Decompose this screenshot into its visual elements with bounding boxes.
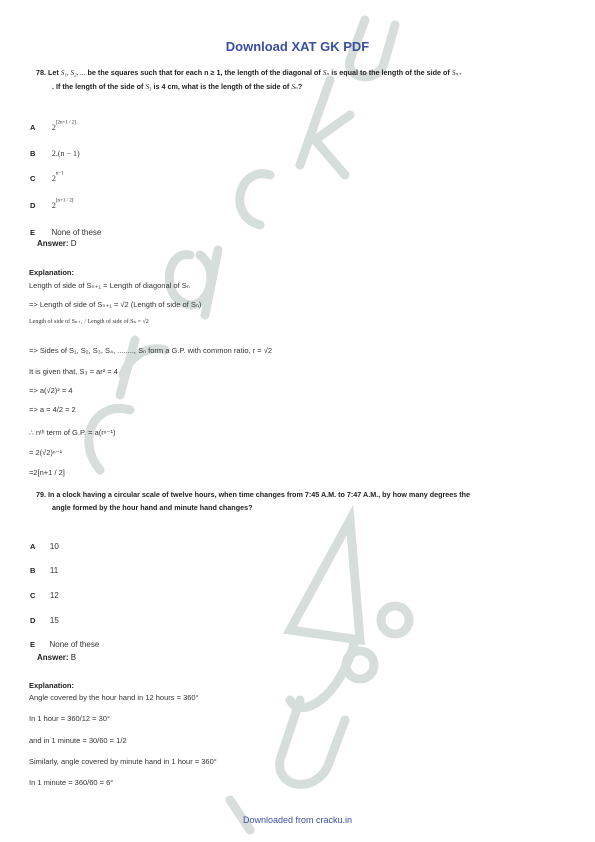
answer-79: Answer: B	[37, 653, 77, 662]
option-c[interactable]: C $2^{n-1}$	[30, 171, 64, 183]
option-b[interactable]: B 11	[30, 566, 59, 575]
question-78-line-2: . If the length of the side of S₃ is 4 cm, what is the length of the side of Sₙ?	[52, 82, 303, 91]
exp78-line-8: ∴ nᵗʰ term of G.P. = a(rⁿ⁻¹)	[29, 428, 116, 437]
question-78-line-1: 78. Let S₁, S₂, ... be the squares such that for each n ≥ 1, the length of the diagonal of Sₙ is equal to the length of the side of Sₙ₊	[36, 68, 463, 77]
exp78-line-7: => a = 4/2 = 2	[29, 405, 76, 414]
explanation-heading-78: Explanation:	[29, 268, 75, 277]
exp79-line-3: and in 1 minute = 30/60 = 1/2	[29, 736, 127, 745]
explanation-heading-79: Explanation:	[29, 681, 75, 690]
question-number: 79.	[36, 490, 46, 499]
watermark-u2	[280, 700, 345, 784]
question-79-line-1: 79. In a clock having a circular scale of twelve hours, when time changes from 7:45 A.M. to 7:47 A.M., by how many degrees the	[36, 490, 471, 499]
exp78-line-4: => Sides of S₁, S₂, S₃, S₄, ........, Sₙ form a G.P. with common ratio, r = √2	[29, 346, 272, 355]
watermark-o2	[381, 606, 409, 634]
option-d[interactable]: D 2[n+1 / 2]	[30, 198, 74, 210]
watermark-c2	[240, 174, 270, 225]
exp79-line-4: Similarly, angle covered by minute hand in 1 hour = 360°	[29, 757, 217, 766]
exp78-line-2: => Length of side of Sₙ₊₁ = √2 (Length of side of Sₙ)	[29, 300, 202, 309]
page-title: Download XAT GK PDF	[225, 39, 370, 54]
watermark-o1	[346, 651, 374, 679]
watermark-k	[300, 80, 350, 175]
option-e[interactable]: E None of these	[30, 228, 102, 237]
question-number: 78.	[36, 68, 46, 77]
exp78-line-5: It is given that, S₃ = ar² = 4	[29, 367, 118, 376]
answer-78: Answer: D	[37, 239, 77, 248]
footer-link[interactable]: Downloaded from cracku.in	[242, 815, 353, 825]
option-a[interactable]: A 10	[30, 542, 59, 551]
watermark-c	[89, 408, 130, 470]
option-a[interactable]: A 2[2n+1 / 2]	[30, 120, 76, 132]
watermark-tassel	[290, 640, 355, 708]
exp78-line-10: =2[n+1 / 2]	[29, 468, 65, 477]
option-d[interactable]: D 15	[30, 616, 59, 625]
option-b[interactable]: B 2.(n − 1)	[30, 149, 80, 158]
exp78-line-3: Length of side of Sₙ₊₁ / Length of side of Sₙ = √2	[29, 319, 149, 325]
exp79-line-1: Angle covered by the hour hand in 12 hours = 360°	[29, 693, 199, 702]
exp79-line-2: In 1 hour = 360/12 = 30°	[29, 714, 110, 723]
exp78-line-9: = 2(√2)ⁿ⁻¹	[29, 448, 63, 457]
option-c[interactable]: C 12	[30, 591, 59, 600]
question-79-line-2: angle formed by the hour hand and minute hand changes?	[52, 503, 253, 512]
exp79-line-5: In 1 minute = 360/60 = 6°	[29, 778, 114, 787]
option-e[interactable]: E None of these	[30, 640, 100, 649]
exp78-line-1: Length of side of Sₙ₊₁ = Length of diagonal of Sₙ	[29, 281, 190, 290]
watermark-cap	[290, 520, 360, 640]
exp78-line-6: => a(√2)² = 4	[29, 386, 73, 395]
